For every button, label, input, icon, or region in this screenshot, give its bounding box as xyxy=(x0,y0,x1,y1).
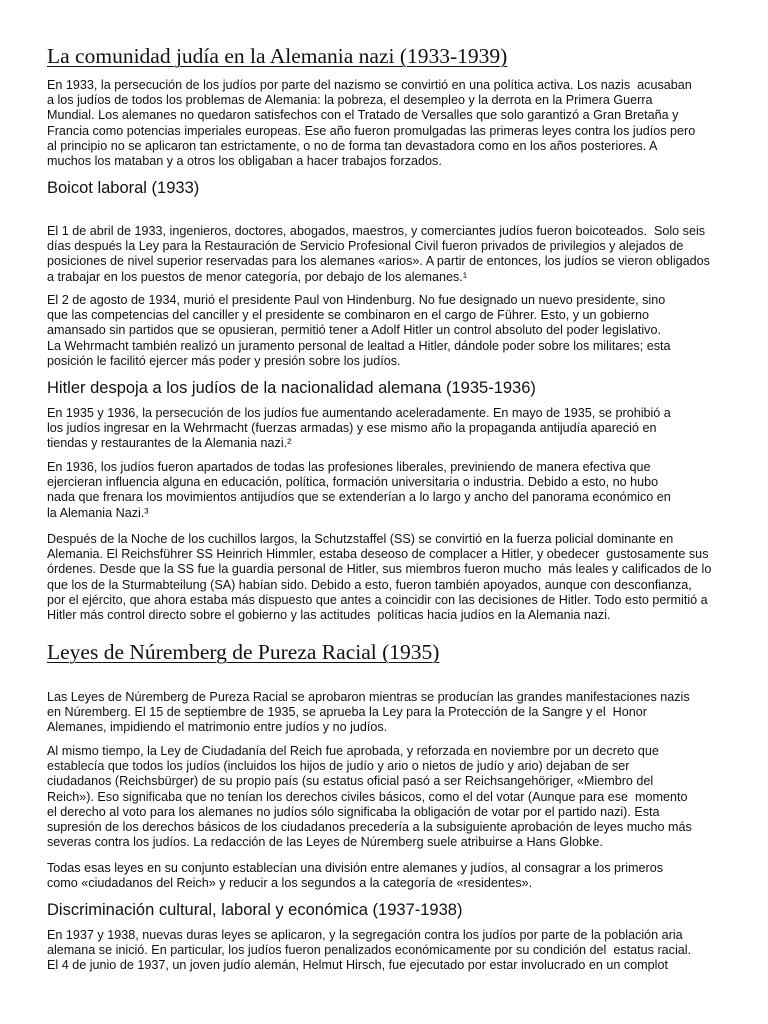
main-title: La comunidad judía en la Alemania nazi (1933-1939) xyxy=(47,44,508,68)
title-nuremberg: Leyes de Núremberg de Pureza Racial (1935) xyxy=(47,640,440,664)
paragraph-nacionalidad-2: En 1936, los judíos fueron apartados de todas las profesiones liberales, previniendo de manera efectiva que ejercieran influencia alguna en educación, política, formación universitaria o industria. Debido a esto, no hubo nada que frenara los movimientos antijudíos que se extenderían a lo largo y ancho del panorama económico en la Alemania Nazi.³ xyxy=(47,460,671,520)
paragraph-boicot-2: El 2 de agosto de 1934, murió el presidente Paul von Hindenburg. No fue designado un nuevo presidente, sino que las competencias del canciller y el presidente se combinaron en el cargo de Führer. Esto, y un gobierno amansado sin partidos que se opusieran, permitió tener a Adolf Hitler un control absoluto del poder legislativo. La Wehrmacht también realizó un juramento personal de lealtad a Hitler, dándole poder sobre los militares; esta posición le facilitó ejercer más poder y presión sobre los judíos. xyxy=(47,293,671,368)
paragraph-nacionalidad-1: En 1935 y 1936, la persecución de los judíos fue aumentando aceleradamente. En mayo de 1935, se prohibió a los judíos ingresar en la Wehrmacht (fuerzas armadas) y ese mismo año la propaganda antijudía apareció en tiendas y restaurantes de la Alemania nazi.² xyxy=(47,406,671,451)
paragraph-intro: En 1933, la persecución de los judíos por parte del nazismo se convirtió en una política activa. Los nazis acusaban a los judíos de todos los problemas de Alemania: la pobreza, el desempleo y la derrota en la Primera Guerra Mundial. Los alemanes no quedaron satisfechos con el Tratado de Versalles que solo garantizó a Gran Bretaña y Francia como potencias imperiales europeas. Ese año fueron promulgadas las primeras leyes contra los judíos pero al principio no se aplicaron tan estrictamente, o no de forma tan devastadora como en los años posteriores. A muchos los mataban y a otros los obligaban a hacer trabajos forzados. xyxy=(47,78,696,169)
heading-boicot-laboral: Boicot laboral (1933) xyxy=(47,179,200,197)
heading-discriminacion: Discriminación cultural, laboral y económica (1937-1938) xyxy=(47,901,463,919)
paragraph-boicot-1: El 1 de abril de 1933, ingenieros, doctores, abogados, maestros, y comerciantes judíos fueron boicoteados. Solo seis días después la Ley para la Restauración de Servicio Profesional Civil fueron privados de privilegios y alejados de posiciones de nivel superior reservadas para los alemanes «arios». A partir de entonces, los judíos se vieron obligados a trabajar en los puestos de menor categoría, por debajo de los alemanes.¹ xyxy=(47,224,710,284)
paragraph-nuremberg-1: Las Leyes de Núremberg de Pureza Racial se aprobaron mientras se producían las grandes manifestaciones nazis en Núremberg. El 15 de septiembre de 1935, se aprueba la Ley para la Protección de la Sangre y el Honor Alemanes, impidiendo el matrimonio entre judíos y no judíos. xyxy=(47,690,690,735)
paragraph-nuremberg-2: Al mismo tiempo, la Ley de Ciudadanía del Reich fue aprobada, y reforzada en noviembre por un decreto que establecía que todos los judíos (incluidos los hijos de judío y ario o nietos de judío y ario) dejaban de ser ciudadanos (Reichsbürger) de su propio país (su estatus oficial pasó a ser Reichsangehöriger, «Miembro del Reich»). Eso significaba que no tenían los derechos civiles básicos, como el del votar (Aunque para ese momento el derecho al voto para los alemanes no judíos sólo significaba la obligación de votar por el partido nazi). Esta supresión de los derechos básicos de los ciudadanos precedería a la subsiguiente aprobación de leyes mucho más severas contra los judíos. La redacción de las Leyes de Núremberg suele atribuirse a Hans Globke. xyxy=(47,744,692,850)
heading-nacionalidad: Hitler despoja a los judíos de la nacionalidad alemana (1935-1936) xyxy=(47,379,536,397)
paragraph-nuremberg-3: Todas esas leyes en su conjunto establecían una división entre alemanes y judíos, al consagrar a los primeros como «ciudadanos del Reich» y reducir a los segundos a la categoría de «residentes». xyxy=(47,861,664,891)
paragraph-discriminacion-1: En 1937 y 1938, nuevas duras leyes se aplicaron, y la segregación contra los judíos por parte de la población aria alemana se inició. En particular, los judíos fueron penalizados económicamente por su condición del estatus racial. El 4 de junio de 1937, un joven judío alemán, Helmut Hirsch, fue ejecutado por estar involucrado en un complot xyxy=(47,928,692,973)
paragraph-nacionalidad-3: Después de la Noche de los cuchillos largos, la Schutzstaffel (SS) se convirtió en la fuerza policial dominante en Alemania. El Reichsführer SS Heinrich Himmler, estaba deseoso de complacer a Hitler, y obedecer gustosamente sus órdenes. Desde que la SS fue la guardia personal de Hitler, sus miembros fueron mucho más leales y calificados de lo que los de la Sturmabteilung (SA) habían sido. Debido a esto, fueron también apoyados, aunque con desconfianza, por el ejército, que ahora estaba más dispuesto que antes a coincidir con las decisiones de Hitler. Todo esto permitió a Hitler más control directo sobre el gobierno y las actitudes políticas hacia judíos en la Alemania nazi. xyxy=(47,532,712,623)
